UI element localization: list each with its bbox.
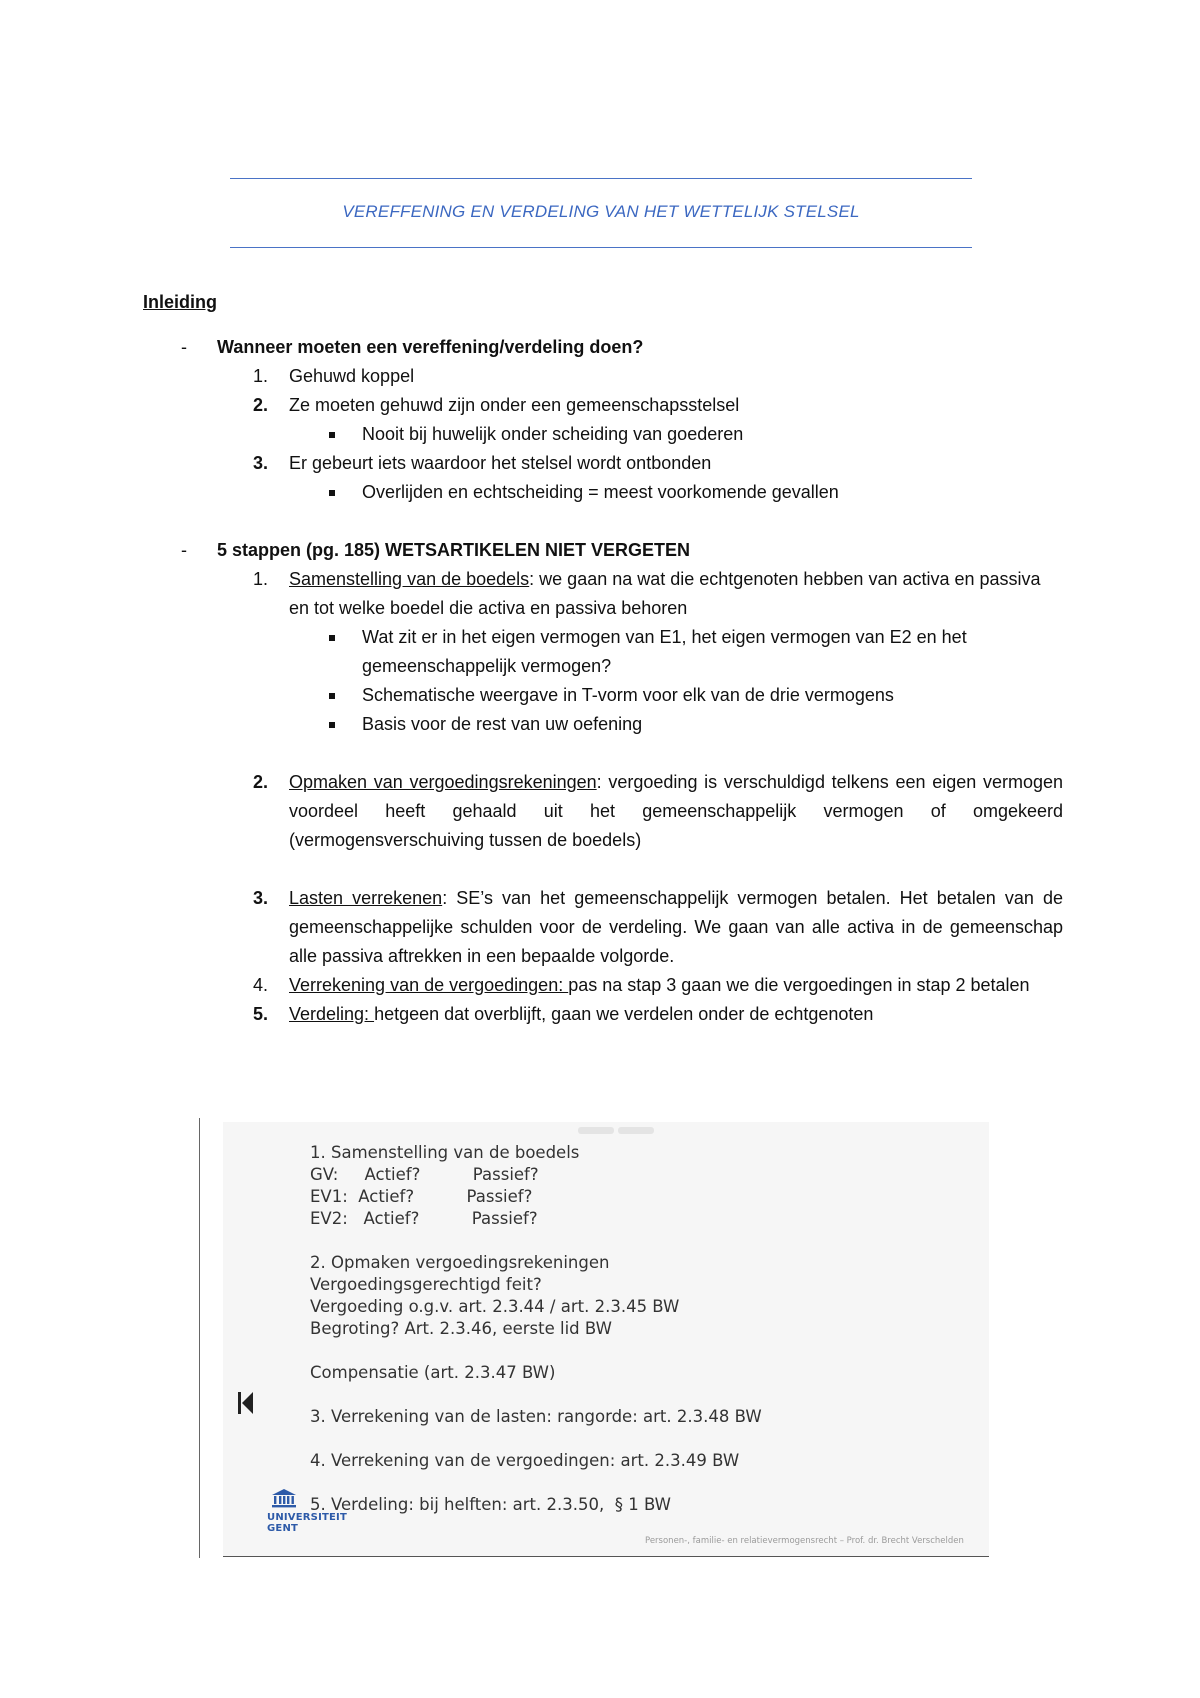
list-item [143, 362, 1063, 391]
step-term: Opmaken van vergoedingsrekeningen [289, 772, 597, 792]
step-number: 1. [253, 569, 269, 589]
step-item [143, 565, 1063, 623]
slide-line: GV: Actief? Passief? [310, 1165, 539, 1184]
square-bullet-icon [329, 722, 335, 728]
title-rule-bottom [230, 247, 972, 248]
slide-left-border [199, 1118, 200, 1558]
slide-content [223, 1122, 989, 1557]
bullet-item [143, 681, 1063, 710]
university-building-icon [271, 1488, 297, 1508]
bullet-item [143, 623, 1063, 681]
step-text: : SE’s van het gemeenschappelijk vermogen betalen. Het betalen van de gemeenschappelijke schulden voor de verdeling. We gaan van alle activa in de gemeenschap alle passiva aftrekken in een bepaalde volgorde. [289, 888, 1063, 966]
step-term: Verdeling: [289, 1004, 375, 1024]
spacer [143, 855, 1063, 884]
embedded-slide-image [199, 1118, 991, 1558]
slide-line: EV1: Actief? Passief? [310, 1187, 533, 1206]
slide-line: Compensatie (art. 2.3.47 BW) [310, 1363, 556, 1382]
dash-marker: - [181, 337, 187, 357]
bullet-text: Overlijden en echtscheiding = meest voorkomende gevallen [362, 482, 839, 502]
first-page-icon[interactable] [237, 1390, 255, 1416]
list-number: 2. [253, 395, 269, 415]
slide-footer: Personen-, familie- en relatievermogensrecht – Prof. dr. Brecht Verschelden [645, 1536, 964, 1546]
step-number: 2. [253, 772, 269, 792]
list-text: Ze moeten gehuwd zijn onder een gemeenschapsstelsel [289, 395, 740, 415]
list-text: Gehuwd koppel [289, 366, 415, 386]
step-item [143, 768, 1063, 855]
step-term: Verrekening van de vergoedingen: [289, 975, 569, 995]
square-bullet-icon [329, 635, 335, 641]
section-when-heading: Wanneer moeten een vereffening/verdeling doen? [217, 337, 644, 357]
bullet-item [143, 710, 1063, 739]
slide-top-tabs [578, 1118, 658, 1140]
step-text: pas na stap 3 gaan we die vergoedingen in stap 2 betalen [568, 975, 1030, 995]
list-item [143, 449, 1063, 478]
slide-line: Begroting? Art. 2.3.46, eerste lid BW [310, 1319, 612, 1338]
spacer [143, 739, 1063, 768]
slide-line: Vergoeding o.g.v. art. 2.3.44 / art. 2.3.45 BW [310, 1297, 680, 1316]
bullet-text: Basis voor de rest van uw oefening [362, 714, 643, 734]
university-logo [267, 1488, 347, 1534]
step-item [143, 971, 1063, 1000]
logo-text-line2: GENT [267, 1523, 299, 1534]
title-rule-top [230, 178, 972, 179]
dash-marker: - [181, 540, 187, 560]
slide-line: 5. Verdeling: bij helften: art. 2.3.50, § 1 BW [310, 1495, 672, 1514]
step-item [143, 1000, 1063, 1029]
list-number: 1. [253, 366, 269, 386]
section-steps [143, 536, 1063, 565]
step-term: Lasten verrekenen [289, 888, 443, 908]
slide-line: EV2: Actief? Passief? [310, 1209, 538, 1228]
document-body [143, 288, 1063, 1029]
spacer [143, 507, 1063, 536]
logo-text-line1: UNIVERSITEIT [267, 1512, 347, 1523]
step-number: 5. [253, 1004, 269, 1024]
slide-line: 1. Samenstelling van de boedels [310, 1143, 580, 1162]
step-text: hetgeen dat overblijft, gaan we verdelen onder de echtgenoten [374, 1004, 874, 1024]
bullet-text: Wat zit er in het eigen vermogen van E1, het eigen vermogen van E2 en het gemeenschappelijk vermogen? [362, 627, 967, 676]
bullet-item [143, 478, 1063, 507]
bullet-item [143, 420, 1063, 449]
bullet-text: Schematische weergave in T-vorm voor elk van de drie vermogens [362, 685, 894, 705]
step-text: : vergoeding is verschuldigd telkens een eigen vermogen voordeel heeft gehaald uit het gemeenschappelijk vermogen of omgekeerd (vermogensverschuiving tussen de boedels) [289, 772, 1064, 850]
step-item [143, 884, 1063, 971]
section-when [143, 333, 1063, 362]
step-term: Samenstelling van de boedels [289, 569, 530, 589]
step-number: 4. [253, 975, 269, 995]
bullet-text: Nooit bij huwelijk onder scheiding van goederen [362, 424, 744, 444]
slide-line: 2. Opmaken vergoedingsrekeningen [310, 1253, 610, 1272]
section-steps-heading: 5 stappen (pg. 185) WETSARTIKELEN NIET VERGETEN [217, 540, 691, 560]
step-text: : we gaan na wat die echtgenoten hebben van activa en passiva en tot welke boedel die activa en passiva behoren [289, 569, 1041, 618]
slide-line: 3. Verrekening van de lasten: rangorde: art. 2.3.48 BW [310, 1407, 762, 1426]
square-bullet-icon [329, 432, 335, 438]
list-number: 3. [253, 453, 269, 473]
list-item [143, 391, 1063, 420]
slide-line: 4. Verrekening van de vergoedingen: art. 2.3.49 BW [310, 1451, 740, 1470]
step-number: 3. [253, 888, 269, 908]
intro-heading: Inleiding [143, 292, 217, 312]
square-bullet-icon [329, 693, 335, 699]
square-bullet-icon [329, 490, 335, 496]
list-text: Er gebeurt iets waardoor het stelsel wordt ontbonden [289, 453, 712, 473]
document-title: VEREFFENING EN VERDELING VAN HET WETTELIJK STELSEL [342, 202, 860, 221]
slide-line: Vergoedingsgerechtigd feit? [310, 1275, 542, 1294]
